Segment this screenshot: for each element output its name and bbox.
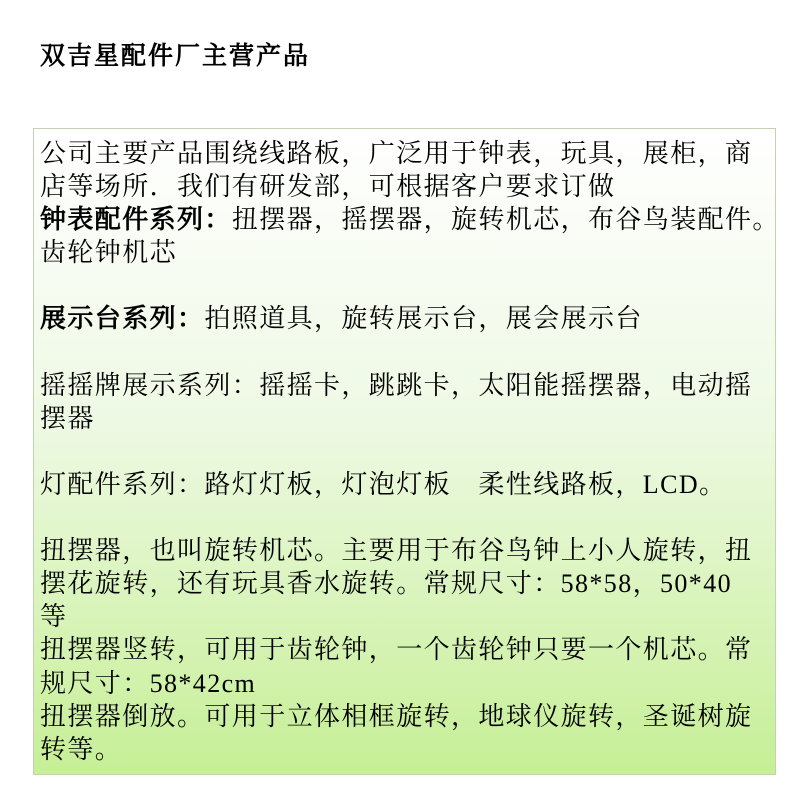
line-text: 规尺寸：58*42cm bbox=[40, 668, 257, 698]
body-line bbox=[40, 567, 775, 600]
body-line bbox=[40, 534, 775, 567]
blank-line bbox=[40, 336, 775, 369]
body-line bbox=[40, 600, 775, 633]
blank-line bbox=[40, 435, 775, 468]
line-text: 齿轮钟机芯 bbox=[40, 238, 178, 268]
line-text: 公司主要产品围绕线路板，广泛用于钟表，玩具，展柜，商 bbox=[40, 139, 753, 168]
line-text: 摇摇牌展示系列：摇摇卡，跳跳卡，太阳能摇摆器，电动摇 bbox=[40, 370, 753, 400]
line-text: 转等。 bbox=[40, 734, 123, 764]
line-text: 灯配件系列：路灯灯板，灯泡灯板 柔性线路板，LCD。 bbox=[40, 469, 727, 499]
body-line bbox=[40, 700, 775, 733]
line-text: 扭摆器倒放。可用于立体相框旋转，地球仪旋转，圣诞树旋 bbox=[40, 701, 753, 731]
blank-line bbox=[40, 501, 775, 534]
section-label: 展示台系列： bbox=[40, 304, 205, 334]
body-line bbox=[40, 369, 775, 402]
line-text: 扭摆器竖转，可用于齿轮钟，一个齿轮钟只要一个机芯。常 bbox=[40, 635, 753, 665]
body-line bbox=[40, 402, 775, 435]
line-text: 等 bbox=[40, 602, 68, 632]
blank-line bbox=[40, 269, 775, 302]
line-text: 摆花旋转，还有玩具香水旋转。常规尺寸：58*58，50*40 bbox=[40, 569, 733, 599]
body-line bbox=[40, 468, 775, 501]
page-title: 双吉星配件厂主营产品 bbox=[40, 43, 311, 70]
section-label: 钟表配件系列： bbox=[40, 205, 232, 235]
line-text: 摆器 bbox=[40, 403, 95, 433]
body-line bbox=[40, 236, 775, 269]
body-line bbox=[40, 302, 775, 335]
line-text: 扭摆器，也叫旋转机芯。主要用于布谷鸟钟上小人旋转，扭 bbox=[40, 536, 753, 566]
body-line bbox=[40, 667, 775, 700]
line-text: 拍照道具，旋转展示台，展会展示台 bbox=[204, 304, 643, 334]
body-line bbox=[40, 170, 775, 203]
body-line bbox=[40, 203, 780, 236]
line-text: 店等场所．我们有研发部，可根据客户要求订做 bbox=[40, 172, 616, 202]
body-line bbox=[40, 733, 775, 766]
body-line bbox=[40, 633, 775, 666]
line-text: 扭摆器，摇摆器，旋转机芯，布谷鸟装配件。 bbox=[231, 205, 780, 235]
content-box bbox=[33, 128, 780, 775]
body-line bbox=[40, 137, 775, 170]
